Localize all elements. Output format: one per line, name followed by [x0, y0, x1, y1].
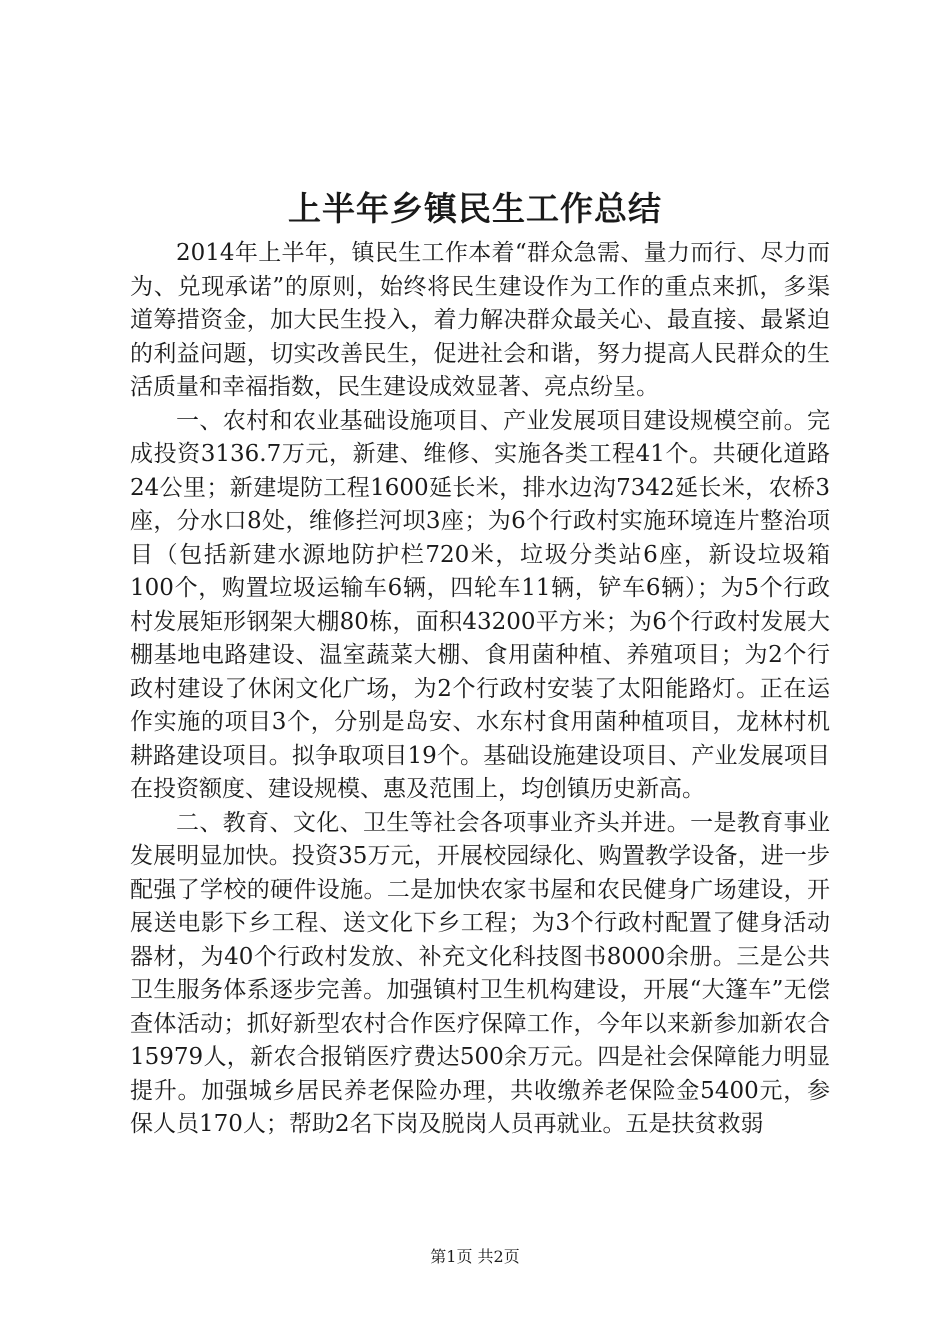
document-body: [130, 237, 830, 1142]
paragraph-infrastructure: 一、农村和农业基础设施项目、产业发展项目建设规模空前。完成投资3136.7万元，新建、维修、实施各类工程41个。共硬化道路24公里；新建堤防工程1600延长米，排水边沟7342延长米，农桥3座，分水口8处，维修拦河坝3座；为6个行政村实施环境连片整治项目（包括新建水源地防护栏720米，垃圾分类站6座，新设垃圾箱100个，购置垃圾运输车6辆，四轮车11辆，铲车6辆）；为5个行政村发展矩形钢架大棚80栋，面积43200平方米；为6个行政村发展大棚基地电路建设、温室蔬菜大棚、食用菌种植、养殖项目；为2个行政村建设了休闲文化广场，为2个行政村安装了太阳能路灯。正在运作实施的项目3个，分别是岛安、水东村食用菌种植项目，龙林村机耕路建设项目。拟争取项目19个。基础设施建设项目、产业发展项目在投资额度、建设规模、惠及范围上，均创镇历史新高。: [130, 407, 830, 802]
page-footer: 第1页 共2页: [430, 1247, 520, 1266]
paragraph-intro: 2014年上半年，镇民生工作本着“群众急需、量力而行、尽力而为、兑现承诺”的原则，始终将民生建设作为工作的重点来抓，多渠道筹措资金，加大民生投入，着力解决群众最关心、最直接、最紧迫的利益问题，切实改善民生，促进社会和谐，努力提高人民群众的生活质量和幸福指数，民生建设成效显著、亮点纷呈。: [130, 240, 830, 400]
document-title: 上半年乡镇民生工作总结: [288, 189, 662, 228]
paragraph-social-services: 二、教育、文化、卫生等社会各项事业齐头并进。一是教育事业发展明显加快。投资35万元，开展校园绿化、购置教学设备，进一步配强了学校的硬件设施。二是加快农家书屋和农民健身广场建设，开展送电影下乡工程、送文化下乡工程；为3个行政村配置了健身活动器材，为40个行政村发放、补充文化科技图书8000余册。三是公共卫生服务体系逐步完善。加强镇村卫生机构建设，开展“大篷车”无偿查体活动；抓好新型农村合作医疗保障工作，今年以来新参加新农合15979人，新农合报销医疗费达500余万元。四是社会保障能力明显提升。加强城乡居民养老保险办理，共收缴养老保险金5400元，参保人员170人；帮助2名下岗及脱岗人员再就业。五是扶贫救弱: [130, 809, 830, 1137]
